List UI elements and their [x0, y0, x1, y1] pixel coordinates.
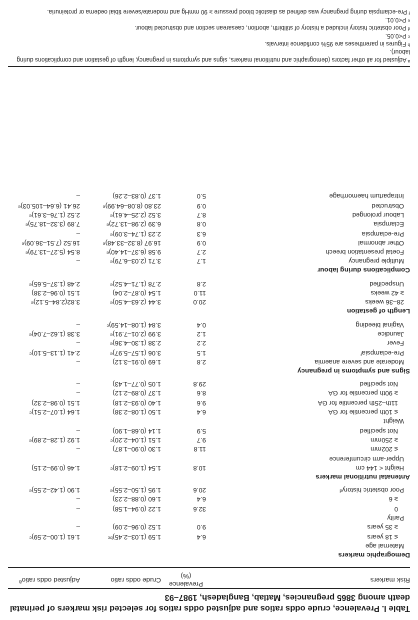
risk-marker-cell: 0	[394, 504, 398, 512]
crude-odds-ratio-cell: 3.44 (2.63–4.50)ᵉ	[110, 298, 161, 306]
crude-odds-ratio-cell: 3.71 (2.03–6.79)ᵉ	[110, 257, 161, 265]
prevalence-cell: 11.0	[193, 289, 206, 297]
table-row	[8, 378, 410, 387]
risk-marker-cell: Height < 144 cm	[355, 463, 404, 471]
crude-odds-ratio-cell: 3.84 (1.08–14.59)ᶜ	[106, 320, 161, 328]
risk-marker-cell: Other abnormal	[358, 238, 404, 246]
prevalence-cell: 0.9	[196, 238, 206, 246]
prevalence-cell: 0.8	[196, 220, 206, 228]
table-row	[8, 297, 410, 306]
risk-marker-cell: Eclampsia	[373, 220, 404, 228]
adjusted-odds-ratio-cell: 1.92 (1.28–2.89)ᵉ	[29, 436, 80, 443]
adjusted-odds-ratio-cell: 7.89 (3.32–18.75)ᵉ	[25, 220, 80, 228]
crude-odds-ratio-cell: 1.22 (0.94–1.58)	[112, 504, 161, 512]
header-prevalence	[166, 571, 206, 587]
risk-marker-cell: ≤ 202mm	[370, 445, 398, 453]
crude-odds-ratio-cell: 9.58 (6.37–14.40)ᵉ	[106, 248, 161, 256]
header-prevalence-unit: (%)	[180, 572, 192, 579]
risk-marker-cell: Intrapartum haemorrhage	[329, 192, 404, 200]
section-heading-label: Signs and symptoms in pregnancy	[297, 366, 410, 374]
adjusted-odds-ratio-cell: –	[76, 229, 80, 237]
risk-marker-cell: ≥ 35 years	[367, 523, 398, 531]
adjusted-odds-ratio-cell: –	[76, 495, 80, 503]
prevalence-cell: 2.8	[196, 357, 206, 365]
adjusted-odds-ratio-cell: 3.38 (1.62–7.04)ᵉ	[29, 330, 80, 337]
table-row	[8, 246, 410, 255]
crude-odds-ratio-cell: 1.37 (0.89–2.12)	[112, 389, 161, 397]
risk-marker-cell: 28–36 weeks	[365, 298, 404, 306]
prevalence-cell: 6.4	[196, 532, 206, 540]
section-heading-label: Demographic markers	[338, 551, 410, 558]
table-row	[8, 406, 410, 415]
crude-odds-ratio-cell: 1.37 (0.83–2.26)	[112, 192, 161, 200]
section-heading-label: Complications during labour	[317, 266, 410, 274]
risk-marker-cell: Moderate and severe anaemia	[314, 357, 404, 365]
prevalence-cell: 2.2	[196, 339, 206, 347]
table-row	[8, 256, 410, 265]
header-top-rule	[8, 588, 410, 589]
table-row	[8, 338, 410, 347]
crude-odds-ratio-cell: 1.05 (0.77–1.43)	[112, 380, 161, 388]
risk-marker-cell: ≥ 42 weeks	[370, 289, 404, 297]
prevalence-cell: 9.6	[196, 398, 206, 406]
table-row	[8, 453, 410, 462]
adjusted-odds-ratio-cell: –	[76, 504, 80, 512]
crude-odds-ratio-cell: 1.50 (1.08–2.38)	[112, 408, 161, 416]
table-row	[8, 416, 410, 425]
table-row	[8, 540, 410, 549]
crude-odds-ratio-cell: 23.80 (8.08–64.99)ᵉ	[102, 201, 161, 209]
table-row	[8, 397, 410, 406]
prevalence-cell: 1.2	[196, 330, 206, 337]
crude-odds-ratio-cell: 1.30 (0.90–1.87)	[112, 445, 161, 453]
risk-marker-cell: Vaginal bleeding	[355, 320, 404, 328]
crude-odds-ratio-cell: 16.97 (8.32–33.48)ᵉ	[102, 238, 161, 246]
prevalence-cell: 6.4	[196, 408, 206, 416]
prevalence-cell: 10.8	[193, 463, 206, 471]
header-prevalence-label: Prevalence	[169, 580, 204, 587]
adjusted-odds-ratio-cell: 1.51 (0.96–2.38)	[31, 289, 80, 297]
adjusted-odds-ratio-cell: 1.46 (0.99–2.15)	[31, 463, 80, 471]
section-heading-label: Antenatal nutritional markers	[315, 472, 410, 480]
risk-marker-cell: Jaundice	[377, 330, 404, 337]
prevalence-cell: 5.9	[196, 426, 206, 434]
prevalence-cell: 0.4	[196, 320, 206, 328]
footnote: ᵇ Figures in parentheses are 95% confidence intervals.	[264, 40, 410, 47]
section-heading	[8, 471, 410, 480]
risk-marker-cell: ≥ 6	[388, 495, 398, 503]
adjusted-odds-ratio-cell: –	[76, 445, 80, 453]
header-adjusted-odds-ratio: Adjusted odds ratioª	[19, 576, 80, 583]
section-heading-label: Length of gestation	[346, 307, 410, 315]
adjusted-odds-ratio-cell: 8.54 (5.27–13.79)ᵉ	[25, 248, 80, 256]
crude-odds-ratio-cell: 1.60 (0.88–2.23)	[112, 495, 161, 503]
crude-odds-ratio-cell: 1.14 (0.68–1.90)	[112, 426, 161, 434]
prevalence-cell: 2.7	[196, 248, 206, 256]
adjusted-odds-ratio-cell: –	[76, 257, 80, 265]
prevalence-cell: 9.0	[196, 523, 206, 531]
adjusted-odds-ratio-cell: 2.52 (1.76–3.61)ᵉ	[29, 211, 80, 218]
risk-marker-cell: Poor obstetric historyᵈ	[339, 486, 404, 494]
risk-marker-cell: Multiple pregnancy	[348, 257, 404, 265]
risk-marker-cell: ≥ 250mm	[370, 436, 398, 443]
section-heading	[8, 306, 410, 315]
adjusted-odds-ratio-cell: –	[76, 380, 80, 388]
adjusted-odds-ratio-cell: –	[76, 339, 80, 347]
adjusted-odds-ratio-cell: 2.41 (1.13–5.10)ᶜ	[29, 348, 80, 356]
prevalence-cell: 1.5	[196, 348, 206, 356]
crude-odds-ratio-cell: 1.69 (0.91–3.12)	[112, 357, 161, 365]
risk-marker-cell: Not specified	[359, 380, 398, 388]
adjusted-odds-ratio-cell: 3.82(2.84–5.12)ᵉ	[30, 298, 80, 306]
table-row	[8, 356, 410, 365]
risk-marker-cell: Pre-eclampsia	[361, 229, 404, 237]
risk-marker-cell: Pre-eclampsiaᶠ	[360, 348, 404, 356]
risk-marker-cell: Obstructed	[371, 201, 404, 209]
crude-odds-ratio-cell: 1.51 (1.04–2.20)ᶜ	[110, 436, 161, 443]
table-row	[8, 388, 410, 397]
adjusted-odds-ratio-cell: 26.41 (6.64–105.03)ᵉ	[18, 201, 80, 209]
risk-marker-cell: Maternal age	[365, 542, 404, 549]
risk-marker-cell: ≤ 18 years	[367, 532, 398, 540]
table-row	[8, 347, 410, 356]
crude-odds-ratio-cell: 3.99 (2.01–7.91)ᵉ	[110, 330, 161, 337]
risk-marker-cell: Weight	[383, 417, 404, 425]
table-row	[8, 444, 410, 453]
table-row	[8, 219, 410, 228]
risk-marker-cell: Not specified	[359, 426, 398, 434]
prevalence-cell: 1.7	[196, 257, 206, 265]
risk-marker-cell: ≤ 10th percentile for GA	[328, 408, 398, 416]
table-row	[8, 228, 410, 237]
prevalence-cell: 9.7	[196, 436, 206, 443]
table-row	[8, 278, 410, 287]
crude-odds-ratio-cell: 1.54 (1.09–2.18)ᶜ	[110, 463, 161, 471]
table-row	[8, 484, 410, 493]
crude-odds-ratio-cell: 1.40 (0.93–2.18)	[112, 398, 161, 406]
adjusted-odds-ratio-cell: 2.48 (1.37–5.65)ᵉ	[29, 279, 80, 287]
table-row	[8, 287, 410, 296]
adjusted-odds-ratio-cell: 1.61 (1.00–2.59)ᶜ	[29, 532, 80, 540]
adjusted-odds-ratio-cell: 1.51 (0.98–2.32)	[31, 398, 80, 406]
crude-odds-ratio-cell: 2.78 (1.71–4.52)ᵉ	[110, 279, 161, 287]
adjusted-odds-ratio-cell: –	[76, 523, 80, 531]
table-row	[8, 512, 410, 521]
prevalence-cell: 32.6	[193, 504, 206, 512]
table-row	[8, 209, 410, 218]
table-row	[8, 191, 410, 200]
risk-marker-cell: 11th–25th percentile for GA	[317, 398, 398, 406]
adjusted-odds-ratio-cell: 1.64 (1.07–2.51)ᶜ	[29, 408, 80, 416]
table-row	[8, 319, 410, 328]
prevalence-cell: 20.0	[193, 298, 206, 306]
risk-marker-cell: Labour prolonged	[352, 211, 404, 218]
footnote: ª Adjusted for all other factors (demographic and nutritional markers, signs and symptoms in pregnancy, length of gestation and complications during labour).	[16, 48, 410, 62]
prevalence-cell: 8.7	[196, 211, 206, 218]
table-row	[8, 494, 410, 503]
table-row	[8, 531, 410, 540]
prevalence-cell: 6.4	[196, 495, 206, 503]
footnote: ᶜ P<0.05.	[385, 32, 410, 39]
table-row	[8, 425, 410, 434]
risk-marker-cell: Upper-arm circumference	[329, 454, 404, 462]
crude-odds-ratio-cell: 2.23 (1.74–3.09)ᵉ	[110, 229, 161, 237]
crude-odds-ratio-cell: 3.06 (1.57–5.97)ᵉ	[110, 348, 161, 356]
section-heading	[8, 265, 410, 274]
adjusted-odds-ratio-cell: 16.52 (7.51–36.09)ᵉ	[21, 238, 80, 246]
crude-odds-ratio-cell: 1.59 (1.03–2.45)ᵇᶜ	[107, 532, 161, 540]
table-row	[8, 237, 410, 246]
footnote: ᵉ P<0.01.	[385, 15, 410, 22]
section-heading	[8, 549, 410, 558]
adjusted-odds-ratio-cell: –	[76, 426, 80, 434]
crude-odds-ratio-cell: 2.38 (1.30–4.36)ᵉ	[110, 339, 161, 347]
crude-odds-ratio-cell: 1.95 (1.50–2.55)ᵉ	[110, 486, 161, 494]
table-row	[8, 200, 410, 209]
table-row	[8, 462, 410, 471]
risk-marker-cell: Foetal presentation breech	[325, 248, 404, 256]
prevalence-cell: 11.8	[193, 445, 206, 453]
adjusted-odds-ratio-cell: –	[76, 320, 80, 328]
table-row	[8, 522, 410, 531]
table-bottom-rule	[8, 66, 410, 67]
risk-marker-cell: ≥ 90th percentile for GA	[328, 389, 398, 397]
adjusted-odds-ratio-cell: –	[76, 357, 80, 365]
prevalence-cell: 5.0	[196, 192, 206, 200]
adjusted-odds-ratio-cell: –	[76, 389, 80, 397]
table-row	[8, 434, 410, 443]
header-bottom-rule	[8, 567, 410, 568]
prevalence-cell: 20.6	[193, 486, 206, 494]
footnote: ᵈ Poor obstetric history included a history of stillbirth, abortion, caesarean section and obstructed labour.	[134, 24, 410, 31]
adjusted-odds-ratio-cell: –	[76, 192, 80, 200]
crude-odds-ratio-cell: 1.52 (0.96–2.09)	[112, 523, 161, 531]
table-row	[8, 503, 410, 512]
section-heading	[8, 365, 410, 374]
prevalence-cell: 0.9	[196, 201, 206, 209]
crude-odds-ratio-cell: 1.54 (0.87–2.04)	[112, 289, 161, 297]
crude-odds-ratio-cell: 3.52 (2.25–4.61)ᵉ	[110, 211, 161, 218]
risk-marker-cell: Parity	[387, 514, 404, 522]
header-crude-odds-ratio: Crude odds ratio	[110, 576, 161, 583]
prevalence-cell: 29.8	[193, 380, 206, 388]
adjusted-odds-ratio-cell: 1.90 (1.42–2.55)ᵉ	[29, 486, 80, 494]
table-caption: Table I. Prevalence, crude odds ratios and adjusted odds ratios for selected risk markers of perinatal death among 3865 pregnancies, Matlab, Bangladesh, 1987–93	[9, 593, 410, 614]
prevalence-cell: 2.8	[196, 279, 206, 287]
risk-marker-cell: Fever	[387, 339, 404, 347]
crude-odds-ratio-cell: 6.39 (2.98–13.72)ᵉ	[106, 220, 161, 228]
footnote: ᶠ Pre-eclampsia during pregnancy was defined as diastolic blood pressure ≥ 90 mmHg and moderate/severe tibial oedema or proteinuria.	[47, 7, 410, 14]
prevalence-cell: 6.3	[196, 229, 206, 237]
risk-marker-cell: Unspecified	[369, 279, 404, 287]
prevalence-cell: 8.6	[196, 389, 206, 397]
table-row	[8, 328, 410, 337]
header-risk-markers: Risk markers	[370, 576, 410, 583]
